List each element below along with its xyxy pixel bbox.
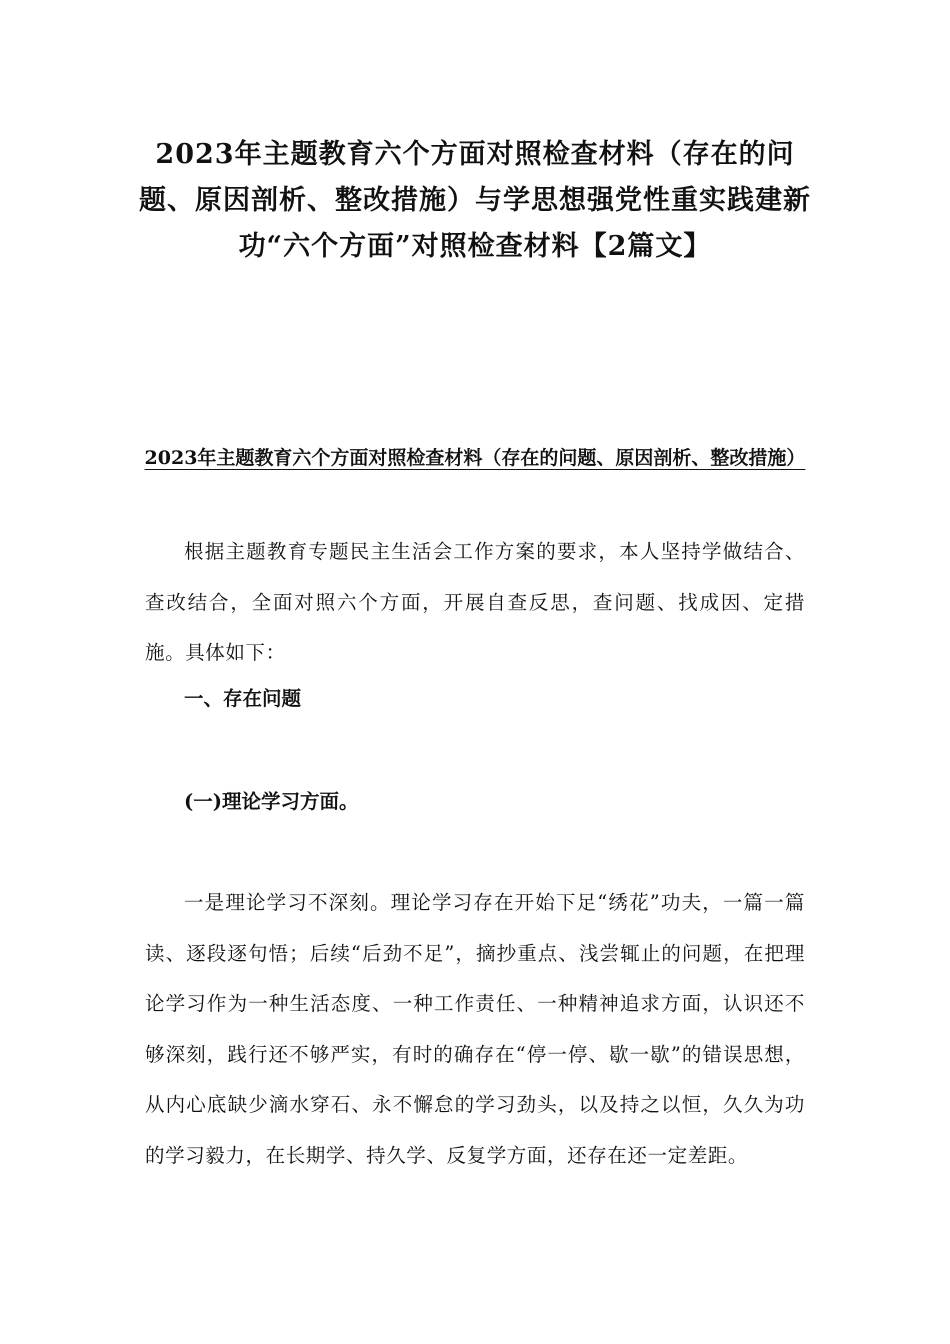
intro-paragraph: 根据主题教育专题民主生活会工作方案的要求，本人坚持学做结合、查改结合，全面对照六个方面，开展自查反思，查问题、找成因、定措施。具体如下：: [145, 540, 805, 664]
body-paragraph: 一是理论学习不深刻。理论学习存在开始下足“绣花”功夫，一篇一篇读、逐段逐句悟；后续“后劲不足”，摘抄重点、浅尝辄止的问题，在把理论学习作为一种生活态度、一种工作责任、一种精神追求方面，认识还不够深刻，践行还不够严实，有时的确存在“停一停、歇一歇”的错误思想，从内心底缺少滴水穿石、永不懈怠的学习劲头，以及持之以恒，久久为功的学习毅力，在长期学、持久学、反复学方面，还存在还一定差距。: [145, 891, 805, 1167]
section-title: 2023年主题教育六个方面对照检查材料（存在的问题、原因剖析、整改措施）: [144, 447, 806, 469]
document-title: 2023年主题教育六个方面对照检查材料（存在的问题、原因剖析、整改措施）与学思想强党性重实践建新功“六个方面”对照检查材料【2篇文】: [139, 139, 811, 262]
heading-theory-study: (一)理论学习方面。: [184, 790, 359, 813]
heading-existing-problems: 一、存在问题: [184, 687, 302, 710]
